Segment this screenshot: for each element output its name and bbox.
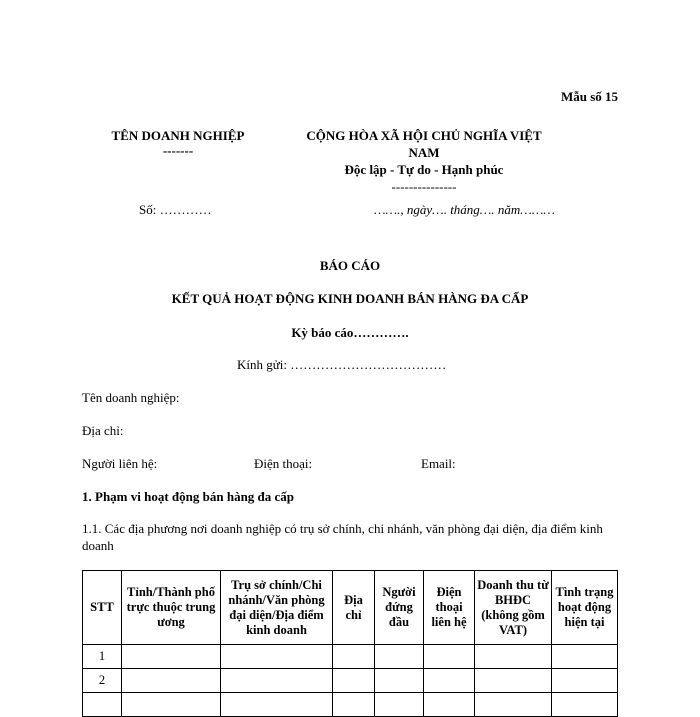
addressee-line: Kính gửi: ……………………………… [237, 357, 447, 372]
table-cell [122, 693, 221, 717]
table-cell [122, 669, 221, 693]
company-separator: ------- [162, 143, 194, 158]
table-cell [333, 693, 375, 717]
company-header [100, 127, 256, 157]
report-subtitle: KẾT QUẢ HOẠT ĐỘNG KINH DOANH BÁN HÀNG ĐA CẤP [171, 291, 529, 306]
table-cell [221, 693, 333, 717]
phone-field: Điện thoại: [254, 456, 313, 471]
table-cell [221, 669, 333, 693]
section-1-heading: 1. Phạm vi hoạt động bán hàng đa cấp [82, 489, 295, 504]
table-cell [424, 669, 475, 693]
col-header-phone: Điện thoại liên hệ [424, 571, 475, 645]
date-line: ……., ngày…. tháng…. năm……… [374, 202, 555, 217]
table-cell [475, 693, 552, 717]
table-cell [424, 693, 475, 717]
col-header-revenue: Doanh thu từ BHĐC (không gồm VAT) [475, 571, 552, 645]
section-1-1-text: 1.1. Các địa phương nơi doanh nghiệp có trụ sở chính, chi nhánh, văn phòng đại diện, địa điểm kinh doanh [82, 521, 603, 553]
motto-separator: --------------- [391, 179, 457, 194]
table-row [83, 669, 618, 693]
table-cell [552, 669, 618, 693]
table-header-row [83, 571, 618, 645]
document-number: Số: ………… [139, 202, 212, 217]
branch-table [82, 570, 618, 717]
table-row [83, 693, 618, 717]
table-cell [475, 669, 552, 693]
national-motto: Độc lập - Tự do - Hạnh phúc [344, 162, 504, 177]
table-cell: 1 [83, 645, 122, 669]
table-cell [83, 693, 122, 717]
table-cell [375, 645, 424, 669]
email-field: Email: [421, 456, 456, 471]
table-cell [424, 645, 475, 669]
col-header-province: Tỉnh/Thành phố trực thuộc trung ương [122, 571, 221, 645]
table-cell: 2 [83, 669, 122, 693]
table-cell [475, 645, 552, 669]
table-cell [552, 645, 618, 669]
table-cell [221, 645, 333, 669]
col-header-office-type: Trụ sở chính/Chi nhánh/Văn phòng đại diện/Địa điểm kinh doanh [221, 571, 333, 645]
table-cell [375, 669, 424, 693]
contact-row [82, 456, 456, 472]
company-name-field: Tên doanh nghiệp: [82, 390, 180, 405]
republic-title-line2: NAM [408, 145, 440, 160]
republic-header [290, 127, 558, 195]
col-header-stt: STT [83, 571, 122, 645]
table-cell [333, 669, 375, 693]
table-row [83, 645, 618, 669]
report-period: Kỳ báo cáo…………. [291, 325, 409, 340]
table-cell [333, 645, 375, 669]
contact-person-field: Người liên hệ: [82, 456, 158, 471]
table-cell [375, 693, 424, 717]
report-title: BÁO CÁO [319, 258, 381, 273]
col-header-status: Tình trạng hoạt động hiện tại [552, 571, 618, 645]
company-name-label: TÊN DOANH NGHIỆP [111, 128, 245, 143]
republic-title-line1: CỘNG HÒA XÃ HỘI CHỦ NGHĨA VIỆT [306, 128, 542, 143]
address-field: Địa chỉ: [82, 423, 124, 438]
table-cell [122, 645, 221, 669]
col-header-head-person: Người đứng đầu [375, 571, 424, 645]
table-cell [552, 693, 618, 717]
col-header-address: Địa chỉ [333, 571, 375, 645]
form-number: Mẫu số 15 [560, 89, 618, 104]
